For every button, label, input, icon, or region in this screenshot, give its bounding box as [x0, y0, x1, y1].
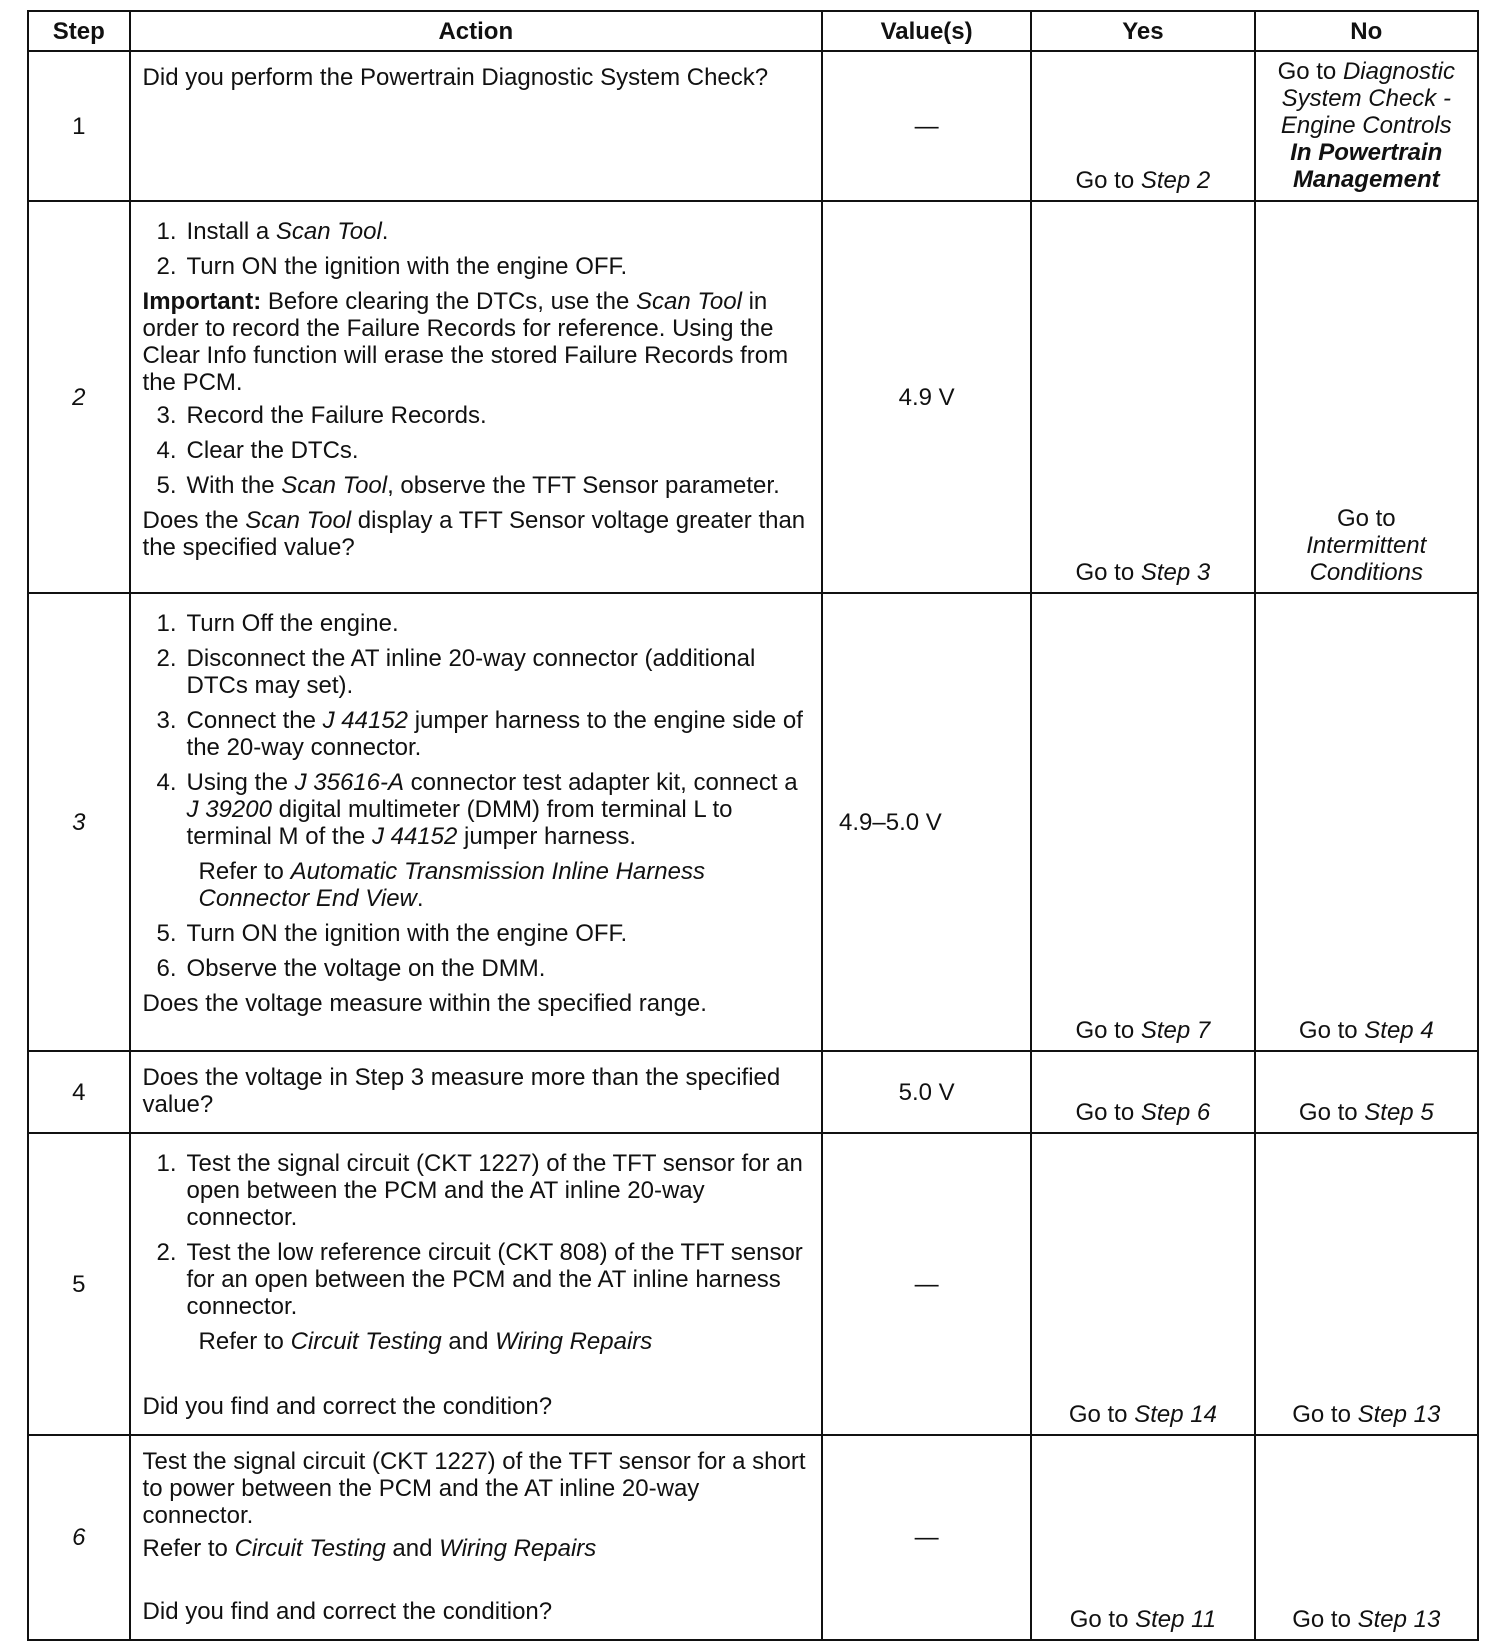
yes-cell[interactable]: [1031, 1051, 1254, 1133]
yes-link[interactable]: Step 6: [1140, 1099, 1211, 1126]
step-number: 5: [28, 1133, 130, 1435]
list-item: 2. Turn ON the ignition with the engine OFF.: [156, 253, 628, 280]
yes-cell[interactable]: [1031, 593, 1254, 1051]
header-values: Value(s): [822, 11, 1031, 51]
list-item: 2. Test the low reference circuit (CKT 808) of the TFT sensor for an open between the PCM and the AT inline harness connector.: [156, 1239, 803, 1320]
header-row: [28, 11, 1478, 51]
reference-link[interactable]: Automatic Transmission Inline Harness Connector End View: [198, 858, 705, 912]
table-row: [28, 1051, 1478, 1133]
list-item: 2. Disconnect the AT inline 20-way connector (additional DTCs may set).: [156, 645, 756, 699]
action-text: Test the signal circuit (CKT 1227) of the TFT sensor for a short to power between the PCM and the AT inline 20-way connector.: [142, 1448, 806, 1529]
header-yes: Yes: [1031, 11, 1254, 51]
value-cell: —: [822, 1435, 1031, 1640]
action-cell: [130, 201, 823, 593]
action-question: Does the voltage measure within the specified range.: [142, 990, 707, 1017]
list-item: 5. Turn ON the ignition with the engine OFF.: [156, 920, 628, 947]
yes-prefix: Go to: [1075, 1017, 1141, 1044]
no-link[interactable]: Step 13: [1357, 1606, 1441, 1633]
step-number: 6: [28, 1435, 130, 1640]
list-item: 6. Observe the voltage on the DMM.: [156, 955, 546, 982]
header-action: Action: [130, 11, 823, 51]
list-item: 3. Record the Failure Records.: [156, 402, 487, 429]
action-cell: [130, 593, 823, 1051]
no-prefix: Go to: [1298, 1017, 1365, 1044]
yes-link[interactable]: Step 11: [1135, 1606, 1217, 1633]
list-item: 3. Connect the J 44152 jumper harness to the engine side of the 20-way connector.: [156, 707, 803, 761]
yes-link[interactable]: Step 3: [1140, 559, 1211, 586]
no-prefix: Go to: [1336, 505, 1396, 532]
table-row: [28, 1133, 1478, 1435]
step-number: 1: [28, 51, 130, 201]
reference-note: Refer to Circuit Testing and Wiring Repairs: [142, 1535, 597, 1562]
action-cell: [130, 1051, 823, 1133]
action-question: Does the voltage in Step 3 measure more than the specified value?: [142, 1064, 781, 1118]
list-item: 4. Clear the DTCs.: [156, 437, 359, 464]
value-cell: 5.0 V: [822, 1051, 1031, 1133]
yes-prefix: Go to: [1075, 559, 1141, 586]
yes-prefix: Go to: [1068, 1401, 1135, 1428]
step-number: 2: [28, 201, 130, 593]
yes-cell[interactable]: [1031, 1133, 1254, 1435]
action-question: Did you find and correct the condition?: [142, 1598, 553, 1625]
yes-link[interactable]: Step 2: [1140, 167, 1211, 194]
list-item: 5. With the Scan Tool, observe the TFT Sensor parameter.: [156, 472, 780, 499]
no-cell[interactable]: [1255, 51, 1478, 201]
list-item: 1. Install a Scan Tool.: [156, 218, 389, 245]
action-question: Did you find and correct the condition?: [142, 1393, 553, 1420]
action-cell: [130, 51, 823, 201]
value-cell: —: [822, 1133, 1031, 1435]
step-number: 3: [28, 593, 130, 1051]
yes-link[interactable]: Step 14: [1134, 1401, 1217, 1428]
action-question: Did you perform the Powertrain Diagnostic System Check?: [142, 64, 769, 91]
list-item: 1. Turn Off the engine.: [156, 610, 399, 637]
header-no: No: [1255, 11, 1478, 51]
no-cell[interactable]: [1255, 1051, 1478, 1133]
no-link[interactable]: Step 4: [1364, 1017, 1434, 1044]
reference-note: Refer to Circuit Testing and Wiring Repairs: [198, 1328, 653, 1355]
no-cell[interactable]: [1255, 201, 1478, 593]
no-cell[interactable]: [1255, 593, 1478, 1051]
yes-cell[interactable]: [1031, 1435, 1254, 1640]
value-cell: —: [822, 51, 1031, 201]
no-link[interactable]: Step 13: [1357, 1401, 1441, 1428]
reference-note: Refer to Automatic Transmission Inline Harness Connector End View.: [198, 858, 705, 912]
list-item: 1. Test the signal circuit (CKT 1227) of the TFT sensor for an open between the PCM and the AT inline 20-way connector.: [156, 1150, 803, 1231]
no-link-part2[interactable]: In Powertrain Management: [1290, 139, 1443, 193]
no-prefix: Go to: [1298, 1099, 1365, 1126]
table-row: [28, 51, 1478, 201]
no-prefix: Go to: [1277, 58, 1343, 85]
no-cell[interactable]: [1255, 1435, 1478, 1640]
no-prefix: Go to: [1292, 1401, 1358, 1428]
reference-link[interactable]: Wiring Repairs: [439, 1535, 597, 1562]
yes-prefix: Go to: [1069, 1606, 1136, 1633]
reference-link[interactable]: Circuit Testing: [234, 1535, 386, 1562]
table-row: [28, 1435, 1478, 1640]
no-prefix: Go to: [1292, 1606, 1358, 1633]
value-cell: 4.9–5.0 V: [822, 593, 1031, 1051]
no-link[interactable]: Intermittent Conditions: [1306, 532, 1427, 586]
action-question: Does the Scan Tool display a TFT Sensor voltage greater than the specified value?: [142, 507, 806, 561]
step-number: 4: [28, 1051, 130, 1133]
action-cell: [130, 1435, 823, 1640]
no-cell[interactable]: [1255, 1133, 1478, 1435]
yes-prefix: Go to: [1075, 167, 1141, 194]
table-row: [28, 201, 1478, 593]
list-item: 4. Using the J 35616-A connector test adapter kit, connect a J 39200 digital multimeter (DMM) from terminal L to terminal M of the J 44152 jumper harness.: [156, 769, 798, 850]
yes-cell[interactable]: [1031, 201, 1254, 593]
diagnostic-table: [27, 10, 1479, 1641]
value-cell: 4.9 V: [822, 201, 1031, 593]
yes-prefix: Go to: [1075, 1099, 1141, 1126]
action-cell: [130, 1133, 823, 1435]
yes-link[interactable]: Step 7: [1140, 1017, 1211, 1044]
header-step: Step: [28, 11, 130, 51]
reference-link[interactable]: Circuit Testing: [290, 1328, 442, 1355]
yes-cell[interactable]: [1031, 51, 1254, 201]
table-row: [28, 593, 1478, 1051]
no-link[interactable]: Step 5: [1364, 1099, 1434, 1126]
no-link[interactable]: Diagnostic System Check - Engine Controls: [1280, 58, 1455, 139]
reference-link[interactable]: Wiring Repairs: [495, 1328, 653, 1355]
important-note: Important: Before clearing the DTCs, use the Scan Tool in order to record the Failure Records for reference. Using the Clear Info function will erase the stored Failure Records from the PCM.: [142, 288, 789, 396]
